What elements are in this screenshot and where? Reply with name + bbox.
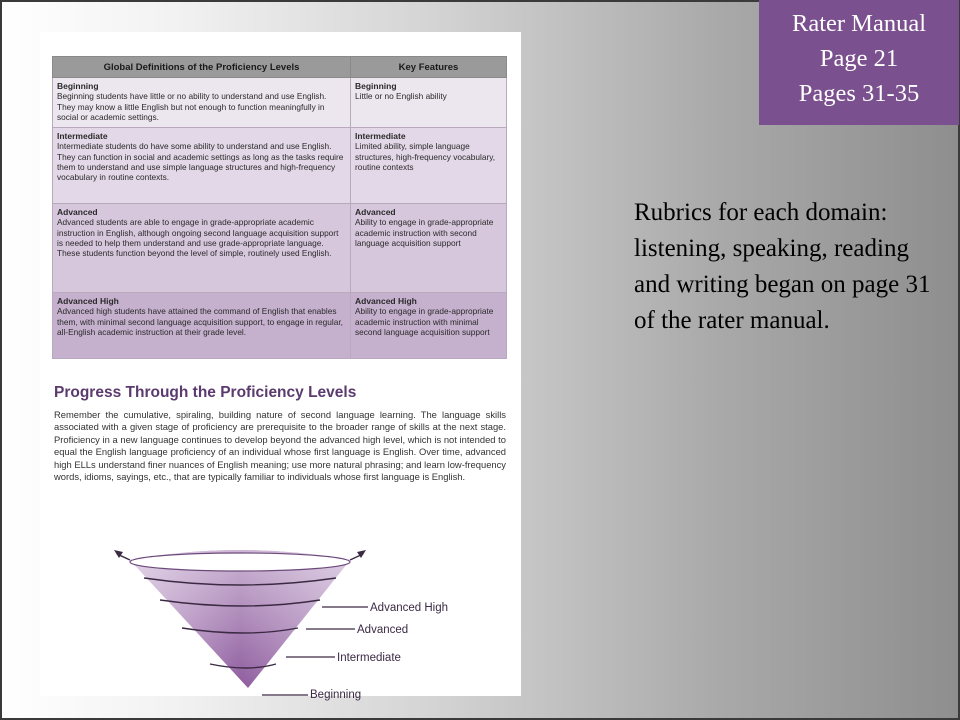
- level-definition: Intermediate students do have some ability to understand and use English. They can function in social and academic settings as long as the tasks require them to understand and use simple language structures and high-frequency vocabulary in routine contexts.: [57, 141, 344, 183]
- funnel-label-intermediate: Intermediate: [337, 652, 401, 664]
- definition-cell: [53, 78, 351, 128]
- funnel-shape: [114, 550, 366, 688]
- funnel-label-advanced-high: Advanced High: [370, 602, 448, 614]
- table-header-definitions: Global Definitions of the Proficiency Levels: [53, 57, 351, 78]
- table-header-key-features: Key Features: [351, 57, 507, 78]
- key-feature: Ability to engage in grade-appropriate academic instruction with second language acquisition support: [355, 217, 494, 248]
- level-name: Advanced: [57, 207, 98, 217]
- table-header-row: [53, 57, 507, 78]
- table-row: [53, 128, 507, 204]
- table-row: [53, 204, 507, 293]
- feature-cell: [351, 78, 507, 128]
- level-definition: Advanced students are able to engage in grade-appropriate academic instruction in English, although ongoing second language acquisition support is needed to help them understand and use grade-appropriate language. These students function beyond the level of simple, routinely used English.: [57, 217, 339, 259]
- definition-cell: [53, 293, 351, 359]
- feature-level-name: Advanced: [355, 207, 396, 217]
- key-feature: Limited ability, simple language structures, high-frequency vocabulary, routine contexts: [355, 141, 496, 172]
- level-name: Beginning: [57, 81, 99, 91]
- level-definition: Advanced high students have attained the command of English that enables them, with minimal second language acquisition support, to engage in regular, all-English academic instruction at their grade level.: [57, 306, 343, 337]
- proficiency-funnel-diagram: [110, 540, 470, 701]
- feature-cell: [351, 293, 507, 359]
- level-name: Intermediate: [57, 131, 108, 141]
- rubrics-note: Rubrics for each domain: listening, speaking, reading and writing began on page 31 of the rater manual.: [634, 199, 931, 334]
- table-row: [53, 293, 507, 359]
- definition-cell: [53, 128, 351, 204]
- feature-cell: [351, 204, 507, 293]
- reference-line-page: Page 21: [819, 45, 899, 72]
- key-feature: Little or no English ability: [355, 91, 447, 102]
- rater-manual-reference-box: [759, 0, 959, 125]
- reference-line-pages: Pages 31-35: [798, 80, 920, 107]
- reference-line-title: Rater Manual: [791, 10, 927, 37]
- feature-cell: [351, 128, 507, 204]
- key-feature: Ability to engage in grade-appropriate academic instruction with minimal second language acquisition support: [355, 306, 494, 337]
- funnel-label-beginning: Beginning: [310, 689, 362, 701]
- progress-section-title: Progress Through the Proficiency Levels: [54, 384, 357, 401]
- level-definition: Beginning students have little or no ability to understand and use English. They may know a little English but not enough to function meaningfully in social or academic settings.: [57, 91, 327, 122]
- level-name: Advanced High: [57, 296, 119, 306]
- feature-level-name: Beginning: [355, 81, 397, 91]
- progress-section-body: Remember the cumulative, spiraling, building nature of second language learning. The language skills associated with a given stage of proficiency are prerequisite to the broader range of skills at the next stage. Proficiency in a new language continues to develop beyond the advanced high level, which is not intended to equal the English language proficiency of an individual whose first language is English. Over time, advanced high ELLs understand finer nuances of English meaning; use more natural phrasing; and learn low-frequency words, idioms, sayings, etc., that are typically familiar to individuals whose first language is English.: [54, 409, 506, 483]
- table-row: [53, 78, 507, 128]
- definition-cell: [53, 204, 351, 293]
- feature-level-name: Intermediate: [355, 131, 406, 141]
- proficiency-definitions-table: [52, 56, 507, 359]
- funnel-label-advanced: Advanced: [357, 624, 409, 636]
- feature-level-name: Advanced High: [355, 296, 417, 306]
- rater-manual-page: [40, 32, 521, 701]
